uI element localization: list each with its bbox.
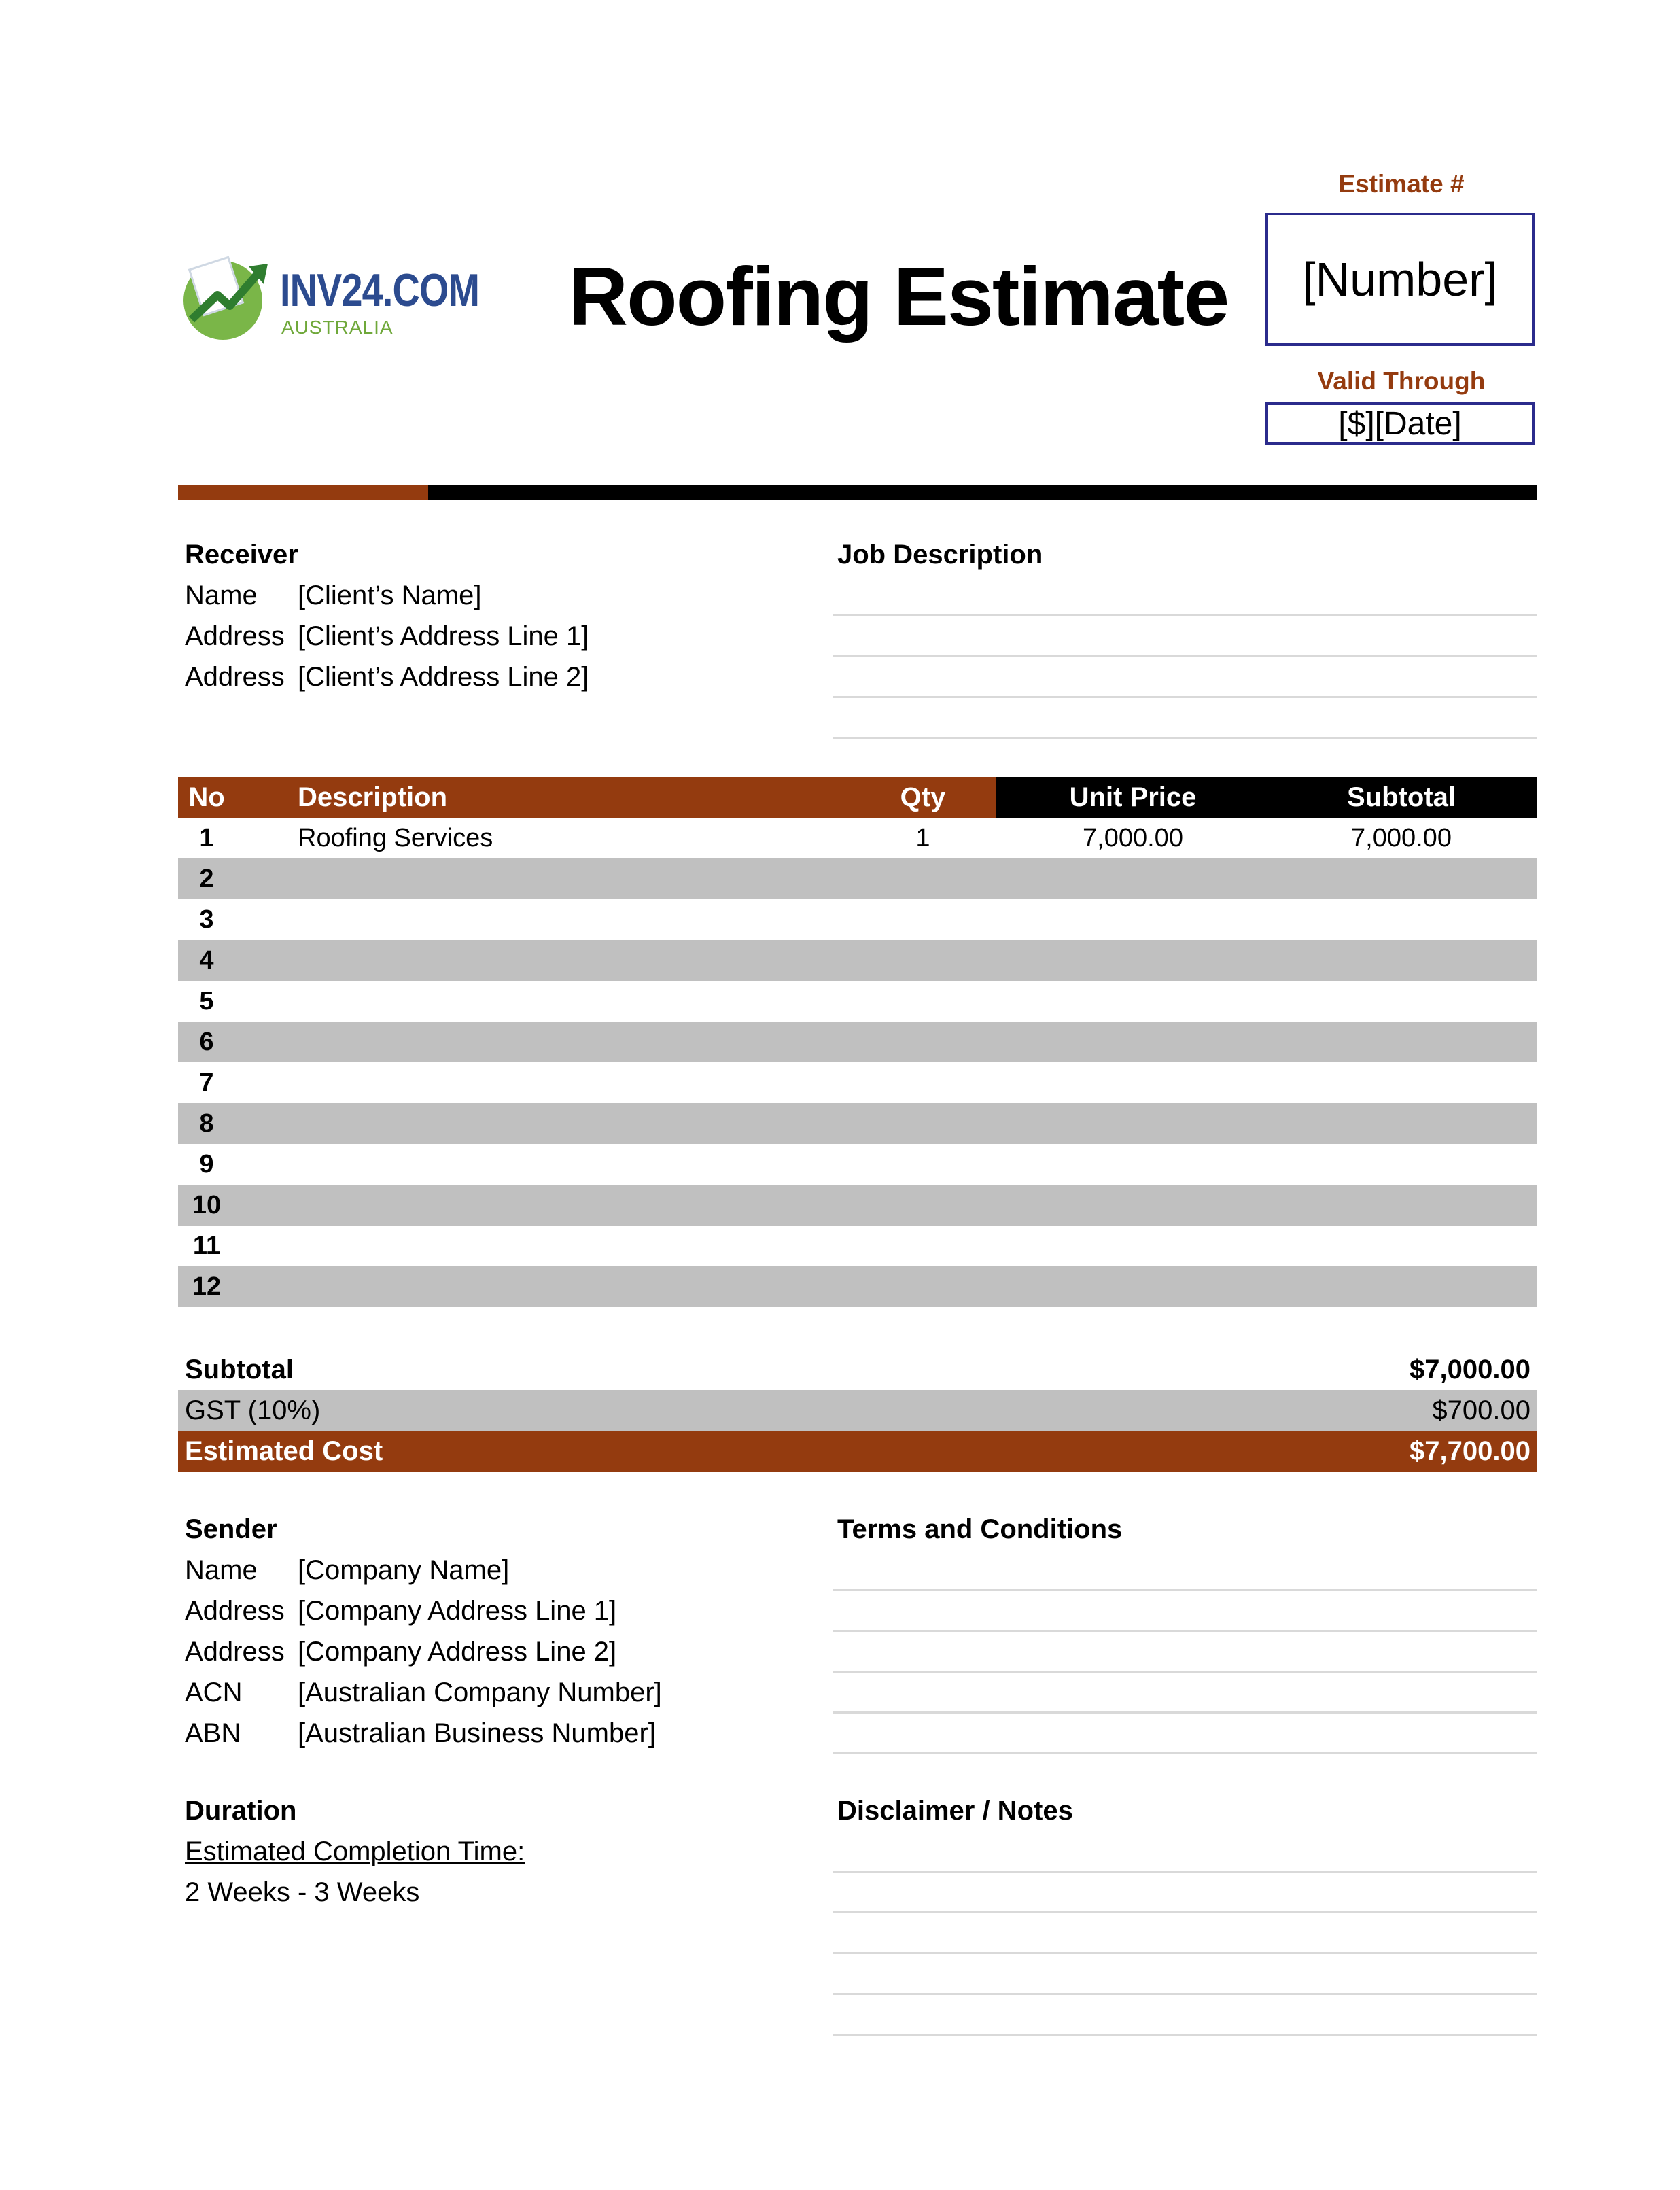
- estimate-number-label: Estimate #: [1338, 170, 1465, 198]
- row-number: 5: [199, 987, 214, 1015]
- valid-through-value: [$][Date]: [1338, 405, 1462, 442]
- row-number: 4: [199, 946, 214, 975]
- table-row[interactable]: [178, 1103, 1537, 1144]
- disclaimer-line[interactable]: [833, 1871, 1537, 1873]
- gst-value: $700.00: [1432, 1395, 1530, 1425]
- receiver-heading: Receiver: [185, 540, 298, 570]
- row-subtotal: 7,000.00: [1351, 824, 1452, 852]
- terms-line[interactable]: [833, 1589, 1537, 1591]
- header-divider: [428, 485, 1537, 500]
- sender-acn-label: ACN: [185, 1678, 243, 1707]
- valid-through-label: Valid Through: [1317, 367, 1486, 395]
- row-number: 8: [199, 1109, 214, 1138]
- estimated-cost-row: [178, 1431, 1537, 1472]
- completion-time-value: 2 Weeks - 3 Weeks: [185, 1877, 420, 1907]
- disclaimer-line[interactable]: [833, 2034, 1537, 2036]
- duration-heading: Duration: [185, 1796, 297, 1826]
- receiver-name-label: Name: [185, 580, 258, 610]
- job-description-line[interactable]: [833, 737, 1537, 739]
- sender-address2-label: Address: [185, 1637, 285, 1667]
- row-description: Roofing Services: [298, 824, 493, 852]
- receiver-address2-label: Address: [185, 662, 285, 692]
- row-number: 9: [199, 1150, 214, 1179]
- completion-time-label: Estimated Completion Time:: [185, 1837, 525, 1866]
- job-description-line[interactable]: [833, 655, 1537, 657]
- terms-line[interactable]: [833, 1752, 1537, 1754]
- receiver-address2-value: [Client’s Address Line 2]: [298, 662, 589, 692]
- column-header-description: Description: [298, 782, 448, 812]
- header-divider-accent: [178, 485, 428, 500]
- row-number: 1: [199, 824, 214, 852]
- sender-address2-value: [Company Address Line 2]: [298, 1637, 617, 1667]
- sender-abn-value: [Australian Business Number]: [298, 1718, 656, 1748]
- table-row[interactable]: [178, 1022, 1537, 1062]
- disclaimer-line[interactable]: [833, 1952, 1537, 1954]
- subtotal-label: Subtotal: [185, 1355, 294, 1385]
- sender-abn-label: ABN: [185, 1718, 241, 1748]
- job-description-heading: Job Description: [837, 540, 1043, 570]
- table-row[interactable]: [178, 981, 1537, 1022]
- sender-address1-value: [Company Address Line 1]: [298, 1596, 617, 1626]
- column-header-no: No: [188, 782, 225, 812]
- table-row[interactable]: [178, 899, 1537, 940]
- sender-heading: Sender: [185, 1514, 277, 1544]
- sender-acn-value: [Australian Company Number]: [298, 1678, 662, 1707]
- row-number: 3: [199, 905, 214, 934]
- valid-through-field[interactable]: [1265, 402, 1535, 445]
- estimate-number-field[interactable]: [1265, 213, 1535, 346]
- gst-row: [178, 1390, 1537, 1431]
- logo-text: INV24.COM: [280, 264, 480, 316]
- estimate-number-value: [Number]: [1302, 253, 1498, 306]
- row-qty: 1: [915, 824, 930, 852]
- sender-name-value: [Company Name]: [298, 1555, 510, 1585]
- table-row[interactable]: [178, 1062, 1537, 1103]
- table-row[interactable]: [178, 818, 1537, 858]
- row-number: 7: [199, 1068, 214, 1097]
- row-number: 2: [199, 865, 214, 893]
- receiver-name-value: [Client’s Name]: [298, 580, 482, 610]
- column-header-subtotal: Subtotal: [1347, 782, 1456, 812]
- logo-icon: [178, 253, 273, 341]
- gst-label: GST (10%): [185, 1395, 321, 1425]
- receiver-address1-label: Address: [185, 621, 285, 651]
- table-row[interactable]: [178, 1266, 1537, 1307]
- page-title: Roofing Estimate: [568, 250, 1229, 343]
- terms-line[interactable]: [833, 1671, 1537, 1673]
- subtotal-value: $7,000.00: [1410, 1355, 1530, 1385]
- job-description-line[interactable]: [833, 614, 1537, 616]
- terms-heading: Terms and Conditions: [837, 1514, 1123, 1544]
- column-header-qty: Qty: [900, 782, 946, 812]
- table-row[interactable]: [178, 940, 1537, 981]
- sender-name-label: Name: [185, 1555, 258, 1585]
- estimated-cost-label: Estimated Cost: [185, 1436, 383, 1466]
- job-description-line[interactable]: [833, 696, 1537, 698]
- row-number: 10: [192, 1191, 222, 1219]
- receiver-address1-value: [Client’s Address Line 1]: [298, 621, 589, 651]
- table-row[interactable]: [178, 1185, 1537, 1226]
- row-number: 6: [199, 1028, 214, 1056]
- table-row[interactable]: [178, 1144, 1537, 1185]
- row-unit-price: 7,000.00: [1083, 824, 1183, 852]
- sender-address1-label: Address: [185, 1596, 285, 1626]
- row-number: 11: [192, 1232, 221, 1260]
- disclaimer-heading: Disclaimer / Notes: [837, 1796, 1073, 1826]
- estimated-cost-value: $7,700.00: [1410, 1436, 1530, 1466]
- table-row[interactable]: [178, 1226, 1537, 1266]
- column-header-unit-price: Unit Price: [1069, 782, 1197, 812]
- subtotal-row: [178, 1349, 1537, 1390]
- disclaimer-line[interactable]: [833, 1993, 1537, 1995]
- disclaimer-line[interactable]: [833, 1911, 1537, 1913]
- terms-line[interactable]: [833, 1711, 1537, 1714]
- terms-line[interactable]: [833, 1630, 1537, 1632]
- items-table-header: [178, 777, 1537, 818]
- logo-subtitle: AUSTRALIA: [281, 317, 393, 338]
- table-row[interactable]: [178, 858, 1537, 899]
- row-number: 12: [192, 1272, 222, 1301]
